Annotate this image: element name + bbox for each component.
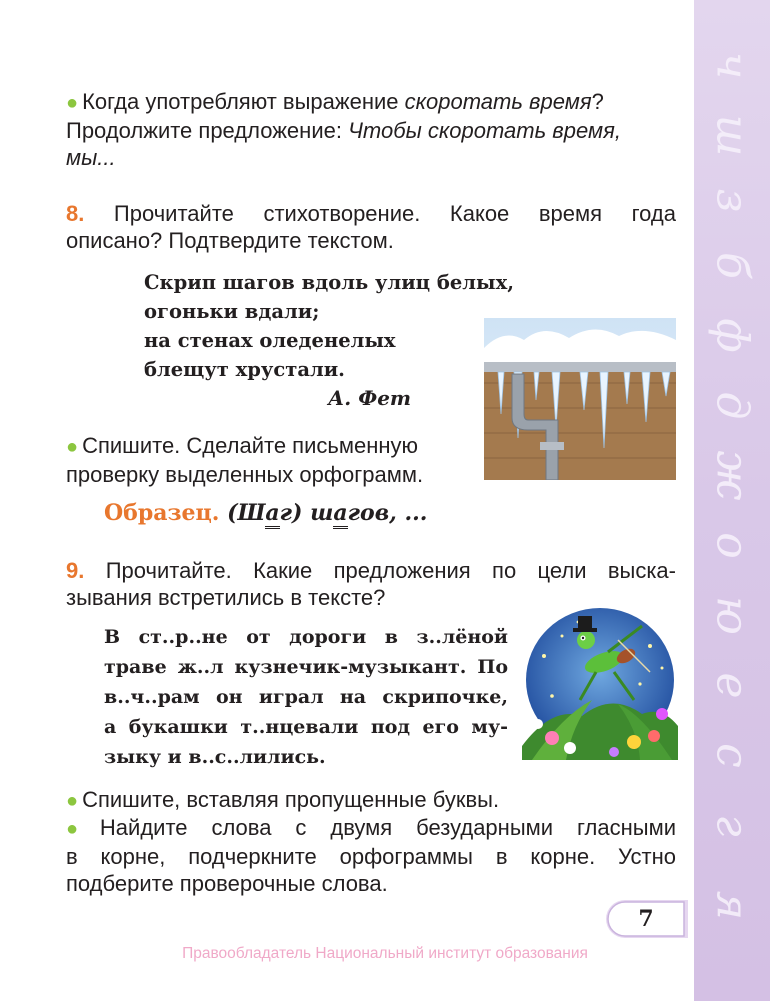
decorative-letter: е bbox=[706, 672, 758, 699]
page-number-badge bbox=[604, 898, 688, 940]
task-9-bullet-1: ● Спишите, вставляя пропущенные буквы. bbox=[66, 787, 500, 812]
decorative-letter: ш bbox=[706, 114, 758, 157]
poem-author: А. Фет bbox=[328, 386, 412, 410]
decorative-letter: б bbox=[706, 252, 758, 279]
bullet-icon: ● bbox=[66, 436, 79, 458]
sample-line: Образец. (Шаг) шагов, ... bbox=[104, 500, 427, 526]
decorative-letter: ж bbox=[706, 450, 758, 501]
task-number: 9. bbox=[66, 558, 85, 583]
intro-paragraph: ● Когда употребляют выражение скоротать время? Продолжите предложение: Чтобы скоротать время, мы... bbox=[66, 89, 621, 170]
decorative-letter: ч bbox=[706, 51, 758, 80]
bullet-icon: ● bbox=[66, 790, 79, 812]
sample-label: Образец. bbox=[104, 500, 220, 526]
copyright-footer: Правообладатель Национальный институт образования bbox=[182, 945, 588, 962]
task-8-bullet: ● Спишите. Сделайте письменную проверку выделенных орфограмм. bbox=[66, 433, 424, 487]
grasshopper-violinist-illustration bbox=[522, 596, 678, 760]
decorative-letter: г bbox=[706, 814, 758, 837]
task-8-instructions: 8. Прочитайте стихотворение. Какое время года описано? Подтвердите текстом. bbox=[66, 201, 676, 253]
decorative-letter: ю bbox=[706, 596, 758, 635]
task-number: 8. bbox=[66, 201, 85, 226]
decorative-sidebar bbox=[694, 0, 770, 1001]
decorative-letter: з bbox=[706, 188, 758, 213]
poem: Скрип шагов вдоль улиц белых, огоньки вдали; на стенах оледенелых блещут хрустали. bbox=[144, 271, 514, 381]
icicles-illustration bbox=[484, 318, 676, 480]
decorative-letter: д bbox=[706, 391, 758, 420]
decorative-letter: ф bbox=[706, 318, 758, 353]
decorative-letter: о bbox=[706, 532, 758, 559]
decorative-letter: с bbox=[706, 743, 758, 768]
task-9-bullet-2: ● Найдите слова с двумя безударными гласными в корне, подчеркните орфограммы в корне. Устно подберите проверочные слова. bbox=[66, 815, 676, 896]
page-number: 7 bbox=[638, 906, 654, 932]
task-9-instructions: 9. Прочитайте. Какие предложения по цели выска- зывания встретились в тексте? bbox=[66, 558, 676, 610]
bullet-icon: ● bbox=[66, 92, 79, 114]
bullet-icon: ● bbox=[66, 818, 96, 840]
exercise-text: В ст..р..не от дороги в з..лёной траве ж..л кузнечик-музыкант. По в..ч..рам он играл на скрипочке, а букашки т..нцевали под его му- зыку и в..с..лились. bbox=[104, 626, 508, 768]
decorative-letter: я bbox=[706, 890, 758, 921]
